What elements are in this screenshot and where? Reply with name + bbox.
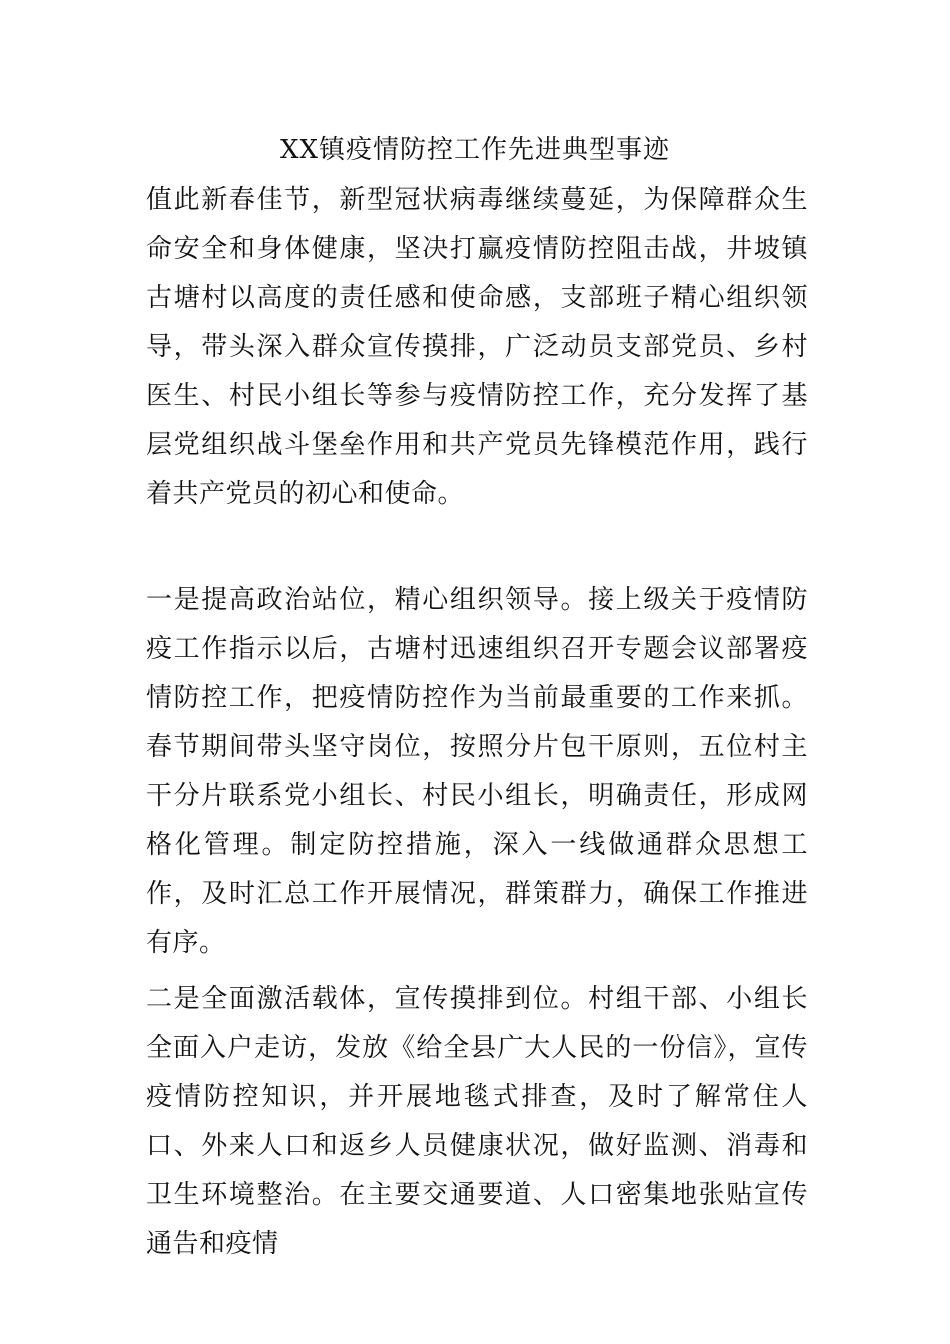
paragraph-intro: 值此新春佳节，新型冠状病毒继续蔓延，为保障群众生命安全和身体健康，坚决打赢疫情防控阻击战，井坡镇古塘村以高度的责任感和使命感，支部班子精心组织领导，带头深入群众宣传摸排，广泛动员支部党员、乡村医生、村民小组长等参与疫情防控工作，充分发挥了基层党组织战斗堡垒作用和共产党员先锋模范作用，践行着共产党员的初心和使命。 <box>146 185 808 509</box>
paragraph-point-two: 二是全面激活载体，宣传摸排到位。村组干部、小组长全面入户走访，发放《给全县广大人民的一份信》，宣传疫情防控知识，并开展地毯式排查，及时了解常住人口、外来人口和返乡人员健康状况，做好监测、消毒和卫生环境整治。在主要交通要道、人口密集地张贴宣传通告和疫情 <box>146 984 808 1259</box>
document-title: XX镇疫情防控工作先进典型事迹 <box>279 135 671 165</box>
paragraph-point-one: 一是提高政治站位，精心组织领导。接上级关于疫情防疫工作指示以后，古塘村迅速组织召开专题会议部署疫情防控工作，把疫情防控作为当前最重要的工作来抓。春节期间带头坚守岗位，按照分片包干原则，五位村主干分片联系党小组长、村民小组长，明确责任，形成网格化管理。制定防控措施，深入一线做通群众思想工作，及时汇总工作开展情况，群策群力，确保工作推进有序。 <box>146 585 808 958</box>
